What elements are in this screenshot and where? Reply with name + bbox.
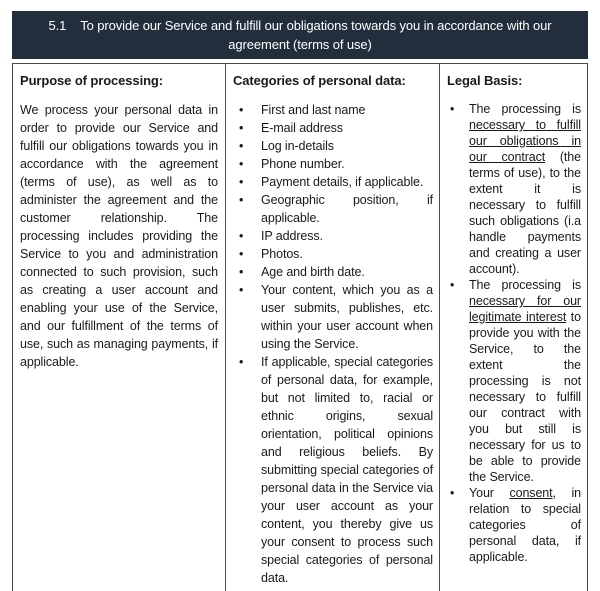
text-segment: The processing is [469,102,581,116]
bullet-item [239,191,433,227]
bullet-icon: • [239,193,244,207]
bullet-icon: • [239,229,244,243]
bullet-icon: • [239,157,244,171]
text-segment: The processing is [469,278,581,292]
section-number: 5.1 [48,18,67,33]
bullet-text: Phone number. [261,157,345,171]
bullet-item [239,101,433,119]
text-segment: , in relation to special categories of personal data, if applicable. [469,486,582,564]
underlined-text: necessary to fulfill our obligations in our contract [469,118,581,164]
bullet-text: Log in-details [261,139,334,153]
bullet-icon: • [450,278,455,292]
bullet-icon: • [450,102,455,116]
bullet-item [239,353,433,587]
purpose-heading: Purpose of processing: [20,73,163,88]
legal-basis-heading: Legal Basis: [447,73,523,88]
purpose-paragraph: We process your personal data in order to provide our Service and fulfill our obligations towards you in accordance with the agreement (terms of use), as well as to administer the agreement and the customer relationship. The processing includes providing the Service to you and administration connected to such provision, such as creating a user account and enabling your use of the Service, and our fulfillment of the terms of use, such as managing payments, if applicable. [20,103,218,369]
bullet-text: IP address. [261,229,323,243]
bullet-item [239,263,433,281]
section-title: To provide our Service and fulfill our obligations towards you in accordance with our agreement (terms of use) [80,18,552,52]
bullet-icon: • [239,139,244,153]
bullet-icon: • [239,175,244,189]
bullet-icon: • [239,103,244,117]
section-header-bar [12,11,588,59]
bullet-text [469,485,581,565]
bullet-icon: • [239,355,244,369]
bullet-item [450,277,581,485]
bullet-text: Age and birth date. [261,265,365,279]
bullet-icon: • [239,283,244,297]
bullet-icon: • [239,247,244,261]
bullet-text: Your content, which you as a user submits, publishes, etc. within your user account when using the Service. [261,283,433,351]
bullet-item [450,101,581,277]
bullet-text [469,101,581,277]
bullet-item [239,137,433,155]
legal-basis-column [439,64,587,591]
bullet-text: If applicable, special categories of personal data, for example, but not limited to, racial or ethnic origins, sexual orientation, political opinions and religious beliefs. By submitting special categories of personal data in the Service via your user account as your content, you thereby give us your consent to process such special categories of personal data. [261,355,433,585]
legal-basis-bullet-list [446,101,581,565]
bullet-item [450,485,581,565]
bullet-item [239,281,433,353]
bullet-item [239,155,433,173]
bullet-item [239,245,433,263]
text-segment: to provide you with the Service, to the extent the processing is not necessary to fulfill our contract with you but still is necessary for us to be able to provide the Service. [469,310,581,484]
processing-table [12,63,588,591]
bullet-text: Geographic position, if applicable. [261,193,433,225]
bullet-icon: • [450,486,455,500]
bullet-text: Payment details, if applicable. [261,175,424,189]
categories-column [225,64,439,591]
bullet-text [469,277,581,485]
bullet-text: First and last name [261,103,366,117]
purpose-column [13,64,225,591]
bullet-text: Photos. [261,247,303,261]
categories-bullet-list [232,101,433,587]
underlined-text: necessary for our legitimate interest [469,294,581,324]
text-segment: (the terms of use), to the extent it is necessary to fulfill such obligations (i.a handle payments and creating a user account). [469,150,581,276]
bullet-item [239,227,433,245]
underlined-text: consent [509,486,553,500]
bullet-icon: • [239,121,244,135]
text-segment: Your [469,486,510,500]
bullet-text: E-mail address [261,121,343,135]
bullet-icon: • [239,265,244,279]
categories-heading: Categories of personal data: [233,73,406,88]
bullet-item [239,173,433,191]
bullet-item [239,119,433,137]
